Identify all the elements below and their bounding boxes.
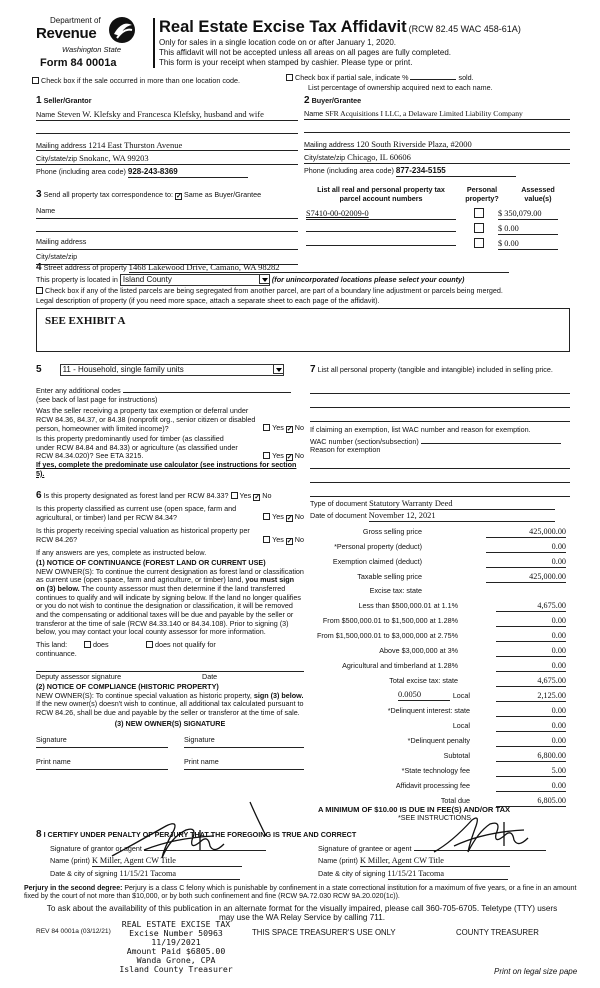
- section-8-number: 8: [36, 829, 42, 840]
- exemption-claim-label: If claiming an exemption, list WAC number and reason for exemption.: [310, 425, 531, 434]
- buyer-name-field[interactable]: SFR Acquisitions I LLC, a Delaware Limited Liability Company: [325, 109, 523, 118]
- corr-mail-label: Mailing address: [36, 237, 87, 246]
- tax-value-tier4[interactable]: 0.00: [496, 646, 566, 657]
- reason-line-1[interactable]: [310, 455, 570, 469]
- tax-label-exemption: Exemption claimed (deduct): [332, 557, 422, 566]
- reason-label: Reason for exemption: [310, 445, 381, 455]
- notice-continuance-a: NEW OWNER(S): To continue the current designation as forest land or classification as current use (open space, farm and agriculture, or timber) land,: [36, 566, 304, 585]
- tax-value-subtotal[interactable]: 6,800.00: [496, 751, 566, 762]
- tax-value-tech-fee[interactable]: 5.00: [496, 766, 566, 777]
- perjury-heading: Perjury in the second degree:: [24, 885, 123, 892]
- header-line-1: Only for sales in a single location code on or after January 1, 2020.: [159, 38, 397, 47]
- notice-compliance-title: (2) NOTICE OF COMPLIANCE (HISTORIC PROPERTY): [36, 681, 219, 691]
- partial-sale-note: List percentage of ownership acquired next to each name.: [308, 83, 493, 92]
- yes-label: Yes: [272, 423, 284, 433]
- tax-label-delinq-int-state: *Delinquent interest: state: [387, 706, 470, 715]
- grantor-name-label: Name (print): [50, 856, 90, 865]
- deputy-date-label: Date: [202, 671, 218, 681]
- sec7-body: [310, 364, 570, 497]
- personal-checkbox-2[interactable]: [474, 223, 484, 233]
- buyer-name-extra-line[interactable]: [304, 120, 570, 133]
- doc-type-row: [310, 499, 555, 510]
- notice-compliance-c: If the new owner(s) doesn't wish to continue, all additional tax calculated pursuant to RCW 84.26, shall be due and payable by the seller or transferor at the time of sale.: [36, 699, 304, 717]
- timber-yn: [261, 452, 304, 461]
- header-line-2: This affidavit will not be accepted unless all areas on all pages are fully completed.: [159, 47, 452, 57]
- owner-signature-2-label: Signature: [184, 735, 215, 745]
- tax-label-subtotal: Subtotal: [443, 751, 470, 760]
- section-5-number: 5: [36, 364, 42, 375]
- buyer-city-field[interactable]: Chicago, IL 60606: [347, 152, 411, 163]
- no-label: No: [294, 423, 304, 433]
- grantor-signature-label: Signature of grantor or agent: [50, 844, 142, 853]
- deputy-row: [36, 671, 304, 681]
- grantee-name-row: [318, 856, 510, 867]
- tax-label-tech-fee: *State technology fee: [401, 766, 470, 775]
- county-select[interactable]: [120, 274, 270, 286]
- section-2-number: 2: [304, 95, 310, 106]
- current-use-yes-checkbox[interactable]: [263, 513, 270, 520]
- tax-value-taxable[interactable]: 425,000.00: [486, 572, 566, 583]
- notice-compliance-b: sign (3) below.: [253, 690, 304, 700]
- tax-value-exemption[interactable]: 0.00: [486, 557, 566, 568]
- tax-label-tier2: From $500,000.01 to $1,500,000 at 1.28%: [322, 616, 458, 625]
- no-label: No: [294, 534, 304, 544]
- section-3-number: 3: [36, 189, 42, 200]
- correspondence-section: [36, 189, 298, 265]
- doc-date-label: Date of document: [310, 511, 367, 520]
- seller-title: Seller/Grantor: [43, 96, 92, 105]
- new-owner-sig-row: [36, 736, 304, 758]
- buyer-name-label: Name: [304, 109, 324, 118]
- assessed-value-2[interactable]: $ 0.00: [498, 224, 558, 235]
- notice-continuance-c: The county assessor must then determine if the land transferred continues to qualify and will indicate by signing below. If the land no longer qualifies or you do not wish to continue the designation or classification, it will be removed and the compensating or additional taxes will be due and payable by the seller or transferor at the time of sale (RCW 84.33.140 or 84.34.108). Prior to signing (3) below, you may contact your local county assessor for more information.: [36, 584, 301, 637]
- reason-line-3[interactable]: [310, 483, 570, 497]
- exemption-question-text: Was the seller receiving a property tax exemption or deferral under RCW 84.36, 84.37, or 84.38 (nonprofit org., senior citizen or disabled person, homeowner with limited income)?: [36, 406, 256, 433]
- reason-line-2[interactable]: [310, 469, 570, 483]
- tax-label-local: Local: [452, 691, 470, 700]
- seller-city-row: [36, 153, 298, 165]
- sec5-body: [36, 386, 304, 478]
- seller-phone-label: Phone (including area code): [36, 166, 126, 176]
- tax-value-total-state[interactable]: 4,675.00: [496, 676, 566, 687]
- timber-no-checkbox[interactable]: [286, 454, 293, 461]
- sold-label: sold.: [458, 73, 474, 82]
- personal-property-text: List all personal property (tangible and intangible) included in selling price.: [317, 365, 553, 374]
- county-treasurer-label: COUNTY TREASURER: [456, 928, 539, 937]
- assessed-header: Assessed value(s): [521, 185, 555, 203]
- tax-value-agri[interactable]: 0.00: [496, 661, 566, 672]
- seller-heading: [36, 95, 298, 107]
- assessed-value-3[interactable]: $ 0.00: [498, 239, 558, 250]
- tax-label-processing-fee: Affidavit processing fee: [395, 781, 470, 790]
- grantee-date-label: Date & city of signing: [318, 869, 386, 878]
- buyer-city-label: City/state/zip: [304, 153, 346, 163]
- see-instructions-note: *SEE INSTRUCTIONS: [398, 813, 472, 822]
- buyer-mail-field[interactable]: 120 South Riverside Plaza, #2000: [356, 138, 472, 149]
- notice-continuance-text: [36, 568, 304, 637]
- additional-codes-label: Enter any additional codes: [36, 386, 121, 395]
- legal-description-label: Legal description of property (if you need more space, attach a separate sheet to each page of the affidavit).: [36, 296, 380, 305]
- boundary-row: [36, 287, 503, 296]
- tax-value-tier1[interactable]: 4,675.00: [496, 601, 566, 612]
- grantor-signature-mark: [104, 816, 244, 862]
- assessed-value-1[interactable]: $ 350,079.00: [498, 209, 558, 220]
- corr-name-row: [36, 207, 298, 219]
- buyer-phone-label: Phone (including area code): [304, 165, 394, 175]
- land-use-select[interactable]: [60, 364, 284, 376]
- additional-codes-input[interactable]: [123, 386, 291, 393]
- buyer-title: Buyer/Grantee: [311, 96, 362, 105]
- partial-sale-label: Check box if partial sale, indicate %: [295, 73, 409, 82]
- section-4-number: 4: [36, 262, 42, 273]
- tax-label-personal: *Personal property (deduct): [334, 542, 422, 551]
- state-label: Washington State: [62, 45, 122, 54]
- yes-label: Yes: [239, 491, 252, 500]
- stamp-line-6: Island County Treasurer: [119, 964, 233, 974]
- forest-question-text: Is this property designated as forest land per RCW 84.33?: [43, 491, 229, 500]
- multi-location-row: [32, 77, 240, 86]
- minimum-due-note: A MINIMUM OF $10.00 IS DUE IN FEE(S) AND/OR TAX: [318, 805, 511, 814]
- does-not-checkbox[interactable]: [146, 641, 153, 648]
- seller-city-label: City/state/zip: [36, 154, 78, 164]
- parcel-number-3[interactable]: [306, 245, 456, 246]
- tax-value-delinq-int-state[interactable]: 0.00: [496, 706, 566, 717]
- tax-label-gross: Gross selling price: [362, 527, 422, 536]
- buyer-section: [304, 95, 570, 177]
- buyer-phone-row: [304, 166, 570, 177]
- chevron-down-icon: [273, 364, 284, 374]
- forest-yes-checkbox[interactable]: [231, 492, 238, 499]
- tax-value-personal[interactable]: 0.00: [486, 542, 566, 553]
- grantee-name-label: Name (print): [318, 856, 358, 865]
- stamp-line-3: 11/19/2021: [151, 937, 201, 947]
- dor-logo: [34, 14, 152, 70]
- historic-no-checkbox[interactable]: [286, 538, 293, 545]
- personal-checkbox-3[interactable]: [474, 238, 484, 248]
- correspondence-text: Send all property tax correspondence to:: [43, 190, 174, 199]
- form-number: Form 84 0001a: [40, 57, 117, 69]
- tax-value-processing-fee[interactable]: 0.00: [496, 781, 566, 792]
- tax-value-delinq-int-local[interactable]: 0.00: [496, 721, 566, 732]
- tax-value-gross[interactable]: 425,000.00: [486, 527, 566, 538]
- seller-name-row: [36, 109, 298, 121]
- boundary-checkbox[interactable]: [36, 287, 43, 294]
- exemption-yn: [261, 424, 304, 433]
- does-option: [82, 641, 109, 650]
- tax-label-delinq-penalty: *Delinquent penalty: [407, 736, 470, 745]
- pen-stroke-mark: [236, 800, 276, 840]
- seller-mail-field[interactable]: 1214 East Thurston Avenue: [88, 139, 183, 150]
- notice-compliance-text: [36, 692, 304, 718]
- certification-text: I CERTIFY UNDER PENALTY OF PERJURY THAT THE FOREGOING IS TRUE AND CORRECT: [43, 830, 357, 839]
- this-land-row: [36, 641, 304, 661]
- revision-label: REV 84 0001a (03/12/21): [36, 928, 111, 935]
- does-checkbox[interactable]: [84, 641, 91, 648]
- stamp-line-4: Amount Paid $6805.00: [126, 946, 226, 956]
- located-label: This property is located in: [36, 275, 118, 284]
- tax-value-local[interactable]: 2,125.00: [496, 691, 566, 702]
- buyer-phone-field[interactable]: 877-234-5155: [396, 166, 516, 177]
- tax-value-total-due[interactable]: 6,805.00: [496, 796, 566, 807]
- tax-value-delinq-penalty[interactable]: 0.00: [496, 736, 566, 747]
- yes-label: Yes: [272, 512, 284, 522]
- corr-city-label: City/state/zip: [36, 252, 78, 261]
- owner-print-name-1[interactable]: [36, 758, 168, 770]
- partial-sale-row: [286, 73, 474, 83]
- same-as-buyer-label: Same as Buyer/Grantee: [184, 190, 262, 199]
- stamp-line-5: Wanda Grone, CPA: [136, 955, 216, 965]
- no-label: No: [262, 491, 272, 500]
- seller-mail-label: Mailing address: [36, 140, 87, 150]
- doc-date-row: [310, 511, 555, 522]
- form-title-row: [159, 18, 521, 38]
- section-1-number: 1: [36, 95, 42, 106]
- does-label: does: [93, 639, 109, 649]
- land-use-row: [36, 364, 284, 376]
- grantee-name-field[interactable]: K Miller, Agent CW Title: [360, 856, 510, 867]
- stamp-line-2: Excise Number 50963: [129, 928, 223, 938]
- buyer-name-row: [304, 109, 570, 120]
- new-owner-signature-title: (3) NEW OWNER(S) SIGNATURE: [114, 718, 226, 728]
- corr-name-label: Name: [36, 206, 56, 215]
- header-line-3-text: This form is your receipt when stamped by cashier. Please type or print.: [159, 57, 413, 67]
- personal-checkbox-1[interactable]: [474, 208, 484, 218]
- parcel-header: List all real and personal property tax parcel account numbers: [317, 185, 445, 203]
- tax-label-tier1: Less than $500,000.01 at 1.1%: [358, 601, 458, 610]
- deputy-signature-label: Deputy assessor signature: [36, 671, 122, 681]
- notice-continuance-b: you must sign on (3) below.: [36, 575, 295, 594]
- owner-print-name-1-label: Print name: [36, 757, 71, 767]
- timber-question: [36, 435, 304, 461]
- wac-label: WAC number (section/subsection): [310, 436, 419, 446]
- new-owner-print-row: [36, 758, 304, 772]
- owner-signature-1-label: Signature: [36, 735, 67, 745]
- grantee-date-row: [318, 869, 508, 880]
- current-use-question: [36, 505, 304, 522]
- does-not-option: [144, 641, 216, 650]
- seller-name-label: Name: [36, 110, 56, 119]
- tax-value-tier3[interactable]: 0.00: [496, 631, 566, 642]
- corr-name-extra-line[interactable]: [36, 219, 298, 232]
- land-use-value: 11 - Household, single family units: [62, 365, 184, 374]
- exemption-question: [36, 407, 304, 433]
- tax-label-excise-state: Excise tax: state: [369, 586, 422, 595]
- grantor-date-label: Date & city of signing: [50, 869, 118, 878]
- current-use-text: Is this property classified as current use (open space, farm and agricultural, or timber) land per RCW 84.34?: [36, 504, 237, 522]
- buyer-city-row: [304, 152, 570, 164]
- seller-name-field[interactable]: Steven W. Klefsky and Francesca Klefsky, husband and wife: [57, 109, 264, 119]
- grantee-date-field[interactable]: 11/15/21 Tacoma: [388, 869, 508, 880]
- tax-label-total-state: Total excise tax: state: [389, 676, 458, 685]
- timber-question-text: Is this property predominantly used for timber (as classified under RCW 84.84 and 84.33) or agriculture (as classified under RCW 84.34.020)? See ETA 3215.: [36, 434, 238, 461]
- grantor-date-row: [50, 869, 240, 880]
- personal-header: Personal property?: [465, 185, 499, 203]
- partial-percent-input[interactable]: [410, 73, 456, 80]
- notice-compliance-a: NEW OWNER(S): To continue special valuation as historic property,: [36, 690, 252, 700]
- current-use-yn: [261, 513, 304, 522]
- timber-yes-checkbox[interactable]: [263, 452, 270, 459]
- doc-date-field[interactable]: November 12, 2021: [369, 511, 555, 522]
- wac-input[interactable]: [421, 437, 561, 444]
- doc-type-field[interactable]: Statutory Warranty Deed: [369, 499, 555, 510]
- seller-section: [36, 95, 298, 178]
- treasurer-stamp: [116, 920, 236, 974]
- yes-label: Yes: [272, 451, 284, 461]
- tax-label-agri: Agricultural and timberland at 1.28%: [342, 661, 458, 670]
- accessibility-notice: To ask about the availability of this publication in an alternate format for the visually impaired, please call 360-705-6705. Teletype (TTY) users may use the WA Relay Service by calling 711.: [46, 904, 558, 922]
- legal-size-note: Print on legal size pape: [494, 967, 578, 976]
- historic-text: Is this property receiving special valuation as historical property per RCW 84.26?: [36, 526, 250, 544]
- grantor-name-field[interactable]: K Miller, Agent CW Title: [92, 856, 242, 867]
- buyer-heading: [304, 95, 570, 107]
- header-divider: [153, 18, 155, 68]
- forest-no-checkbox[interactable]: [253, 494, 260, 501]
- forest-question: [36, 490, 304, 502]
- this-land-label: This land:: [36, 639, 68, 649]
- tax-label-delinq-int-local: Local: [452, 721, 470, 730]
- corr-mail-row: [36, 238, 298, 250]
- personal-property-question: [310, 364, 570, 376]
- notice-continuance-title: (1) NOTICE OF CONTINUANCE (FOREST LAND OR CURRENT USE): [36, 558, 266, 568]
- street-label: Street address of property: [43, 263, 127, 272]
- current-use-no-checkbox[interactable]: [286, 515, 293, 522]
- unincorporated-note: (for unincorporated locations please select your county): [271, 275, 465, 284]
- grantor-date-field[interactable]: 11/15/21 Tacoma: [120, 869, 240, 880]
- county-row: [36, 274, 464, 286]
- historic-yn: [261, 536, 304, 545]
- stamp-line-1: REAL ESTATE EXCISE TAX: [121, 919, 231, 929]
- owner-print-name-2[interactable]: [184, 758, 304, 770]
- tax-table: [300, 524, 570, 824]
- owner-print-name-2-label: Print name: [184, 757, 219, 767]
- sec6-body: [36, 490, 304, 772]
- does-not-label: does not qualify for: [155, 639, 216, 649]
- header-line-3: [159, 58, 451, 68]
- timber-instructions: If yes, complete the predominate use calculator (see instructions for section 5).: [36, 460, 297, 478]
- revenue-wordmark: Revenue: [36, 25, 97, 42]
- tax-label-total-due: Total due: [440, 796, 470, 805]
- correspondence-heading: [36, 189, 298, 201]
- partial-sale-checkbox[interactable]: [286, 74, 293, 81]
- historic-yes-checkbox[interactable]: [263, 536, 270, 543]
- reason-row: [310, 446, 570, 455]
- seller-phone-field[interactable]: 928-243-8369: [128, 167, 248, 178]
- personal-property-line-1[interactable]: [310, 376, 570, 394]
- grantee-signature-mark: [424, 812, 544, 856]
- same-as-buyer-checkbox[interactable]: [175, 193, 182, 200]
- local-rate[interactable]: 0.0050: [398, 690, 450, 701]
- owner-signature-2[interactable]: [184, 736, 304, 748]
- tax-label-tier4: Above $3,000,000 at 3%: [379, 646, 458, 655]
- section-6-number: 6: [36, 490, 42, 501]
- treasurer-use-label: THIS SPACE TREASURER'S USE ONLY: [252, 928, 396, 937]
- buyer-mail-row: [304, 139, 570, 151]
- tax-label-tier3: From $1,500,000.01 to $3,000,000 at 2.75%: [316, 631, 458, 640]
- rcw-reference: (RCW 82.45 WAC 458-61A): [408, 24, 521, 34]
- seller-name-extra-line[interactable]: [36, 121, 298, 134]
- street-field[interactable]: 1468 Lakewood Drive, Camano, WA 98282: [129, 262, 509, 273]
- legal-description-box[interactable]: [36, 308, 570, 352]
- perjury-notice: [24, 885, 586, 902]
- no-label: No: [294, 451, 304, 461]
- additional-codes-note: (see back of last page for instructions): [36, 394, 158, 404]
- parcel-number-1[interactable]: S7410-00-02009-0: [306, 209, 456, 220]
- header-instructions: [159, 38, 451, 67]
- seller-phone-row: [36, 167, 298, 178]
- multi-location-checkbox[interactable]: [32, 77, 39, 84]
- exemption-no-checkbox[interactable]: [286, 426, 293, 433]
- yes-label: Yes: [272, 534, 284, 544]
- no-label: No: [294, 512, 304, 522]
- parcel-number-2[interactable]: [306, 231, 456, 232]
- dor-logo-icon: [108, 16, 136, 44]
- multi-location-label: Check box if the sale occurred in more than one location code.: [41, 76, 240, 85]
- perjury-text: Perjury is a class C felony which is punishable by confinement in a state correctional institution for a maximum of five years, or a fine in an amount fixed by the court of not more than $10,000, or by both such confinement and fine (RCW 9A.72.030 RCW 9A.20.020(1c)).: [24, 885, 577, 901]
- personal-property-line-2[interactable]: [310, 394, 570, 408]
- historic-question: [36, 527, 304, 544]
- property-address-row: [36, 262, 570, 274]
- personal-property-line-3[interactable]: [310, 408, 570, 422]
- grantee-signature-label: Signature of grantee or agent: [318, 844, 412, 853]
- seller-mail-row: [36, 140, 298, 152]
- exemption-yes-checkbox[interactable]: [263, 424, 270, 431]
- owner-signature-1[interactable]: [36, 736, 168, 748]
- tax-value-tier2[interactable]: 0.00: [496, 616, 566, 627]
- buyer-mail-label: Mailing address: [304, 139, 355, 149]
- form-title: Real Estate Excise Tax Affidavit: [159, 18, 407, 36]
- section-7-number: 7: [310, 364, 316, 375]
- boundary-label: Check box if any of the listed parcels are being segregated from another parcel, are part of a boundary line adjustment or parcels being merged.: [45, 286, 503, 295]
- tax-label-taxable: Taxable selling price: [357, 572, 422, 581]
- continuance-label: continuance.: [36, 648, 77, 658]
- seller-city-field[interactable]: Snokanc, WA 99203: [79, 153, 149, 164]
- county-value: Island County: [122, 275, 172, 284]
- answers-note: If any answers are yes, complete as instructed below.: [36, 547, 207, 557]
- doc-type-label: Type of document: [310, 499, 368, 508]
- legal-description-text: SEE EXHIBIT A: [45, 315, 126, 327]
- chevron-down-icon: [259, 274, 270, 284]
- dept-label: Department of: [50, 16, 101, 25]
